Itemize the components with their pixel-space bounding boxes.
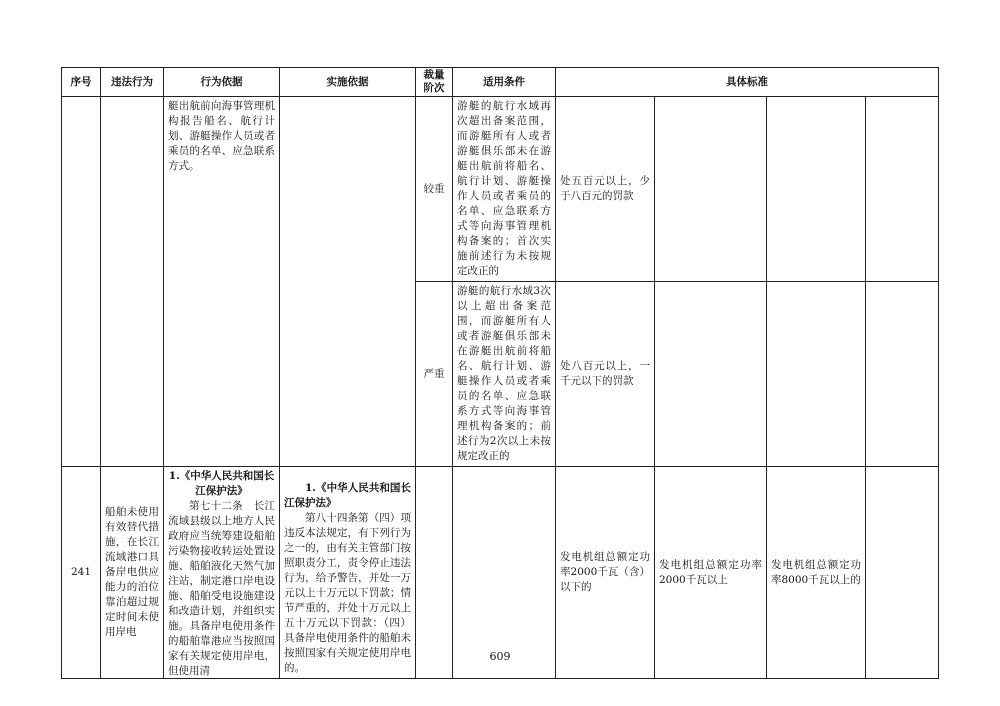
header-basis: 行为依据 <box>164 68 280 97</box>
header-row <box>62 68 939 97</box>
standard-empty-cell <box>866 97 939 282</box>
standard-empty-cell <box>866 467 939 679</box>
prev-violation-cell <box>101 97 164 467</box>
header-condition: 适用条件 <box>453 68 556 97</box>
level-cell: 严重 <box>416 282 453 467</box>
basis-text: 第七十二条 长江流域县级以上地方人民政府应当统筹建设船舶污染物接收转运处置设施、船舶液化天然气加注站，制定港口岸电设施、船舶受电设施建设和改造计划，并组织实施。具备岸电使用条件的船舶靠港应当按照国家有关规定使用岸电，但使用清 <box>168 500 275 677</box>
standard-empty-cell <box>866 282 939 467</box>
level-cell: 较重 <box>416 97 453 282</box>
condition-cell: 游艇的航行水域再次超出备案范围，而游艇所有人或者游艇俱乐部未在游艇出航前将船名、航行计划、游艇操作人员或者乘员的名单、应急联系方式等向海事管理机构备案的；首次实施前述行为未按规定改正的 <box>453 97 556 282</box>
violation-cell: 船舶未使用有效替代措施，在长江流域港口具备岸电供应能力的泊位靠泊超过规定时间未使用岸电 <box>101 467 164 679</box>
prev-basis-cell: 艇出航前向海事管理机构报告船名、航行计划、游艇操作人员或者乘员的名单、应急联系方式。 <box>164 97 280 467</box>
page-number: 609 <box>489 650 511 663</box>
level-empty-cell <box>416 467 453 679</box>
standard-cell: 发电机组总额定功率2000千瓦（含）以下的 <box>556 467 655 679</box>
table-row <box>62 467 939 679</box>
seq-cell: 241 <box>62 467 101 679</box>
standard-empty-cell <box>767 97 866 282</box>
header-impl: 实施依据 <box>280 68 416 97</box>
penalty-table <box>61 67 939 679</box>
basis-title: 1.《中华人民共和国长江保护法》 <box>168 470 275 497</box>
standard-empty-cell <box>767 282 866 467</box>
condition-empty-cell <box>453 467 556 679</box>
impl-title: 1.《中华人民共和国长江保护法》 <box>284 482 411 509</box>
standard-cell: 处八百元以上，一千元以下的罚款 <box>556 282 655 467</box>
impl-text: 第八十四条第（四）项 违反本法规定，有下列行为之一的，由有关主管部门按照职责分工，责令停止违法行为，给予警告，并处一万元以上十万元以下罚款；情节严重的，并处十万元以上五十万元以下罚款：（四）具备岸电使用条件的船舶未按照国家有关规定使用岸电的。 <box>284 512 411 674</box>
prev-seq-cell <box>62 97 101 467</box>
header-standard: 具体标准 <box>556 68 939 97</box>
standard-cell: 发电机组总额定功率2000千瓦以上 <box>655 467 767 679</box>
standard-empty-cell <box>655 97 767 282</box>
prev-impl-cell <box>280 97 416 467</box>
standard-cell: 处五百元以上，少于八百元的罚款 <box>556 97 655 282</box>
impl-cell <box>280 467 416 679</box>
header-seq: 序号 <box>62 68 101 97</box>
header-violation: 违法行为 <box>101 68 164 97</box>
standard-empty-cell <box>655 282 767 467</box>
header-level: 裁量 阶次 <box>416 68 453 97</box>
condition-cell: 游艇的航行水域3次以上超出备案范围，而游艇所有人或者游艇俱乐部未在游艇出航前将船名、航行计划、游艇操作人员或者乘员的名单、应急联系方式等向海事管理机构备案的；前述行为2次以上未按规定改正的 <box>453 282 556 467</box>
standard-cell: 发电机组总额定功率8000千瓦以上的 <box>767 467 866 679</box>
basis-cell <box>164 467 280 679</box>
table-row <box>62 97 939 282</box>
